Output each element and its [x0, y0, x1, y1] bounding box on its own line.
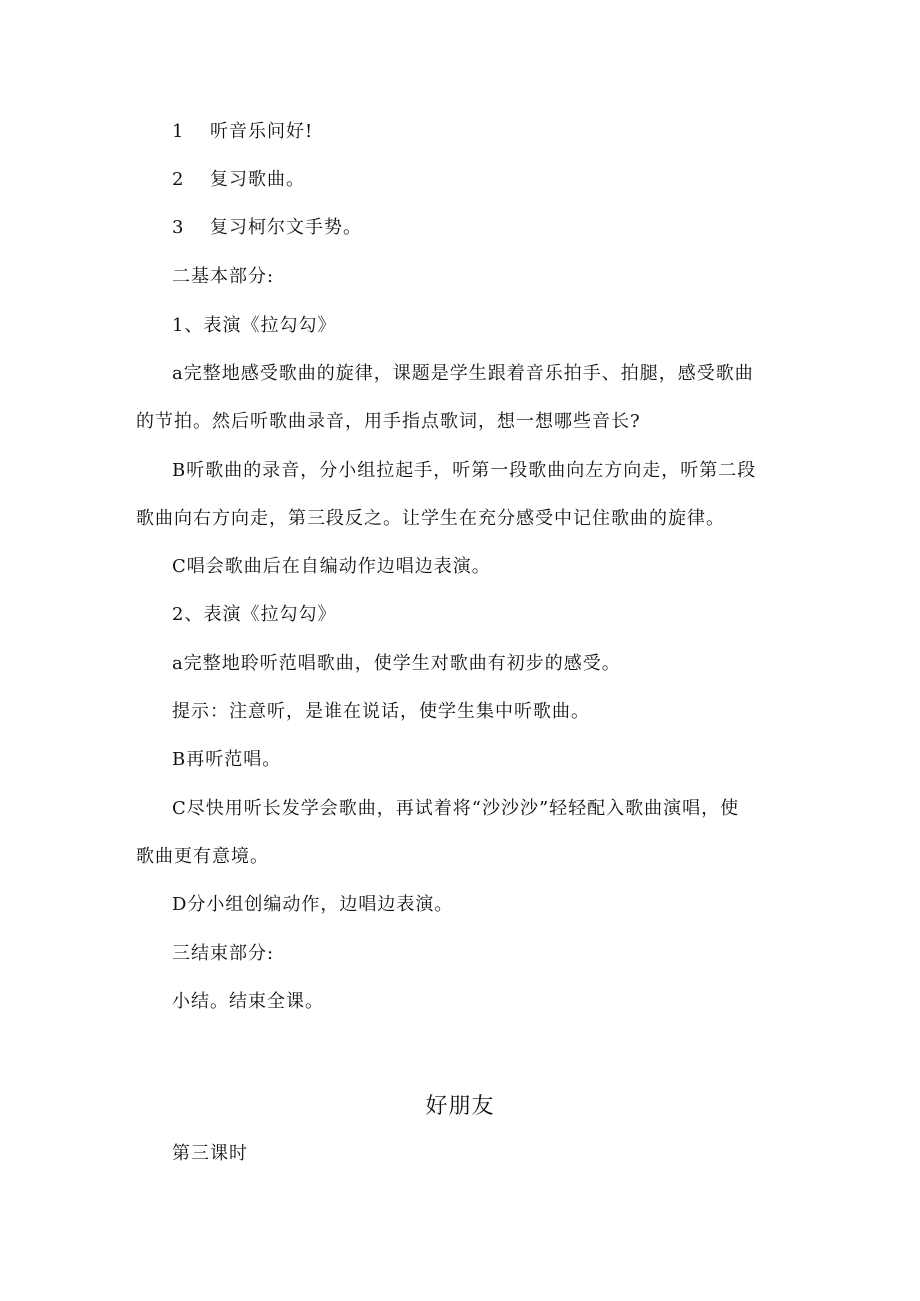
part1-c: C唱会歌曲后在自编动作边唱边表演。	[172, 556, 491, 577]
part2-a: a完整地聆听范唱歌曲，使学生对歌曲有初步的感受。	[172, 653, 621, 674]
part2-c-line1: C尽快用听长发学会歌曲，再试着将“沙沙沙”轻轻配入歌曲演唱，使	[172, 798, 740, 819]
section-three-heading: 三结束部分:	[172, 943, 275, 964]
warmup-item-3: 3 复习柯尔文手势。	[172, 217, 362, 238]
warmup-item-2: 2 复习歌曲。	[172, 169, 305, 190]
part1-a-line2: 的节拍。然后听歌曲录音，用手指点歌词，想一想哪些音长?	[136, 411, 641, 432]
part1-a-line1: a完整地感受歌曲的旋律，课题是学生跟着音乐拍手、拍腿，感受歌曲	[172, 363, 754, 384]
warmup-item-1: 1 听音乐问好!	[172, 121, 314, 142]
part1-b-line2: 歌曲向右方向走，第三段反之。让学生在充分感受中记住歌曲的旋律。	[136, 508, 725, 529]
summary: 小结。结束全课。	[172, 991, 324, 1012]
next-lesson-subtitle: 第三课时	[172, 1143, 248, 1164]
part1-heading: 1、表演《拉勾勾》	[172, 315, 337, 336]
part2-d: D分小组创编动作，边唱边表演。	[172, 894, 454, 915]
section-two-heading: 二基本部分:	[172, 266, 275, 287]
part1-b-line1: B听歌曲的录音，分小组拉起手，听第一段歌曲向左方向走，听第二段	[172, 460, 757, 481]
part2-c-line2: 歌曲更有意境。	[136, 846, 269, 867]
part2-b: B再听范唱。	[172, 749, 282, 770]
part2-heading: 2、表演《拉勾勾》	[172, 604, 337, 625]
part2-tip: 提示：注意听，是谁在说话，使学生集中听歌曲。	[172, 701, 590, 722]
next-lesson-title: 好朋友	[425, 1094, 495, 1119]
